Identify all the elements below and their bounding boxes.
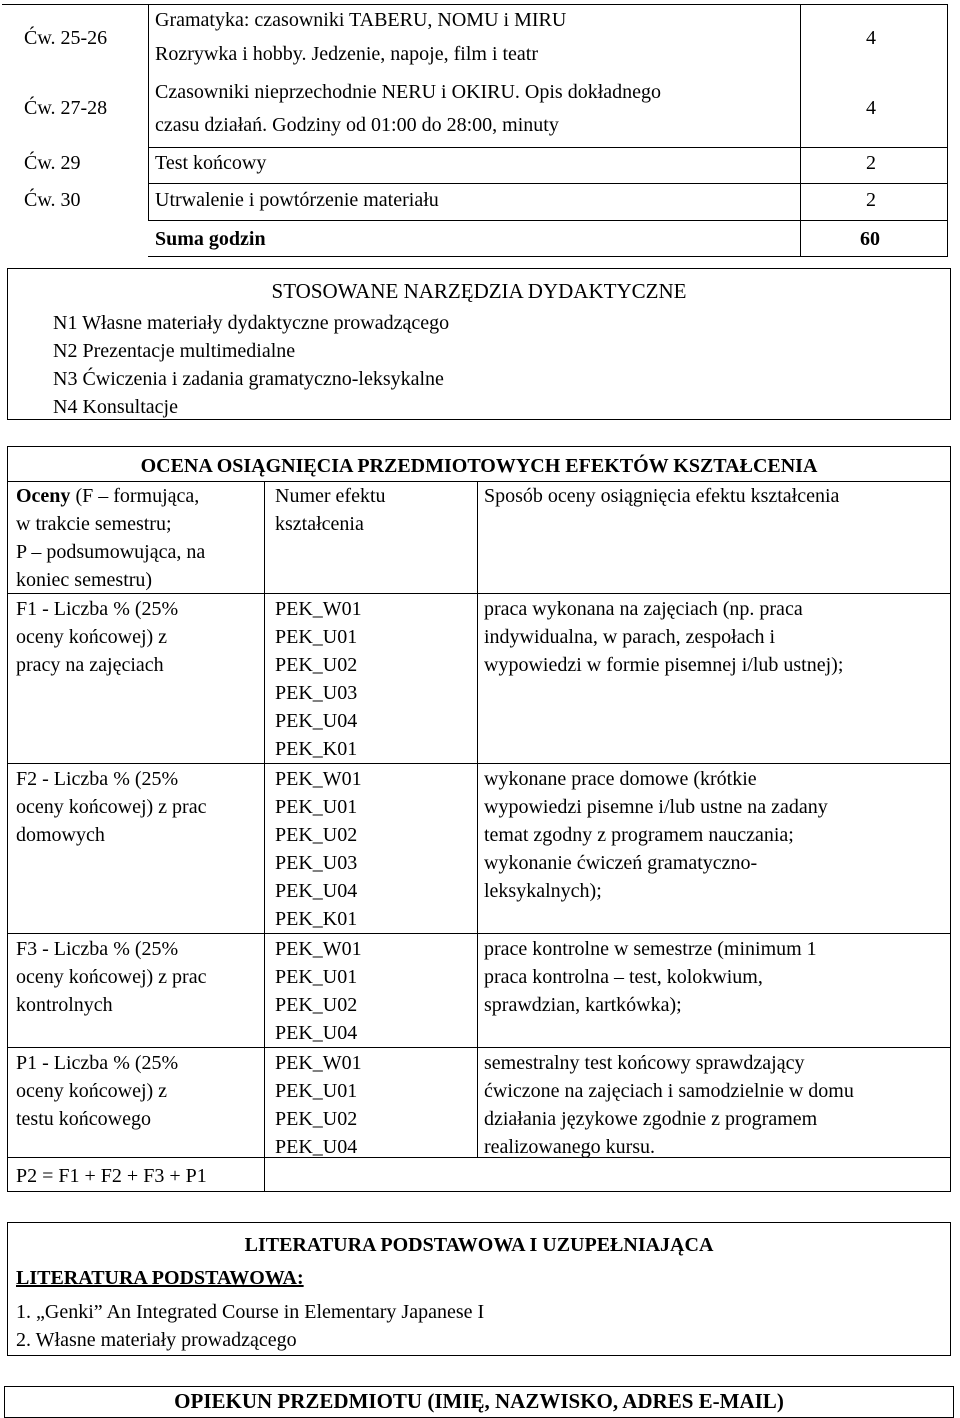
tool-item: N2 Prezentacje multimedialne: [53, 340, 296, 362]
basic-literature-subheading: LITERATURA PODSTAWOWA:: [16, 1267, 304, 1289]
schedule-row-hours: 2: [866, 152, 876, 174]
schedule-row-hours: 2: [866, 189, 876, 211]
table-border: [264, 481, 265, 1191]
grades-header-bold: Oceny: [16, 485, 71, 507]
schedule-row-topic: Gramatyka: czasowniki TABERU, NOMU i MIRU: [155, 9, 567, 31]
grade-cell: F2 - Liczba % (25% oceny końcowej) z prac domowych: [16, 768, 207, 846]
grade-cell: F1 - Liczba % (25% oceny końcowej) z pracy na zajęciach: [16, 598, 179, 676]
method-cell: semestralny test końcowy sprawdzający ćwiczone na zajęciach i samodzielnie w domu działania językowe zgodnie z programem realizowanego kursu.: [484, 1052, 854, 1158]
schedule-row-label: Ćw. 29: [24, 152, 81, 174]
table-border: [148, 220, 948, 221]
assessment-table: [7, 446, 951, 1192]
literature-box: [7, 1222, 951, 1356]
effects-cell: PEK_W01 PEK_U01 PEK_U02 PEK_U03 PEK_U04 PEK_K01: [275, 768, 362, 930]
schedule-row-hours: 4: [866, 97, 876, 119]
tool-item: N1 Własne materiały dydaktyczne prowadzącego: [53, 312, 450, 334]
grade-cell: F3 - Liczba % (25% oceny końcowej) z prac kontrolnych: [16, 938, 207, 1016]
table-border: [947, 4, 948, 256]
total-hours-value: 60: [860, 228, 880, 250]
effect-number-header: Numer efektu kształcenia: [275, 485, 386, 535]
table-border: [2, 4, 148, 5]
assessment-heading: OCENA OSIĄGNIĘCIA PRZEDMIOTOWYCH EFEKTÓW KSZTAŁCENIA: [140, 455, 818, 477]
table-border: [8, 1047, 950, 1048]
grades-column-header: [16, 482, 199, 510]
supervisor-heading: OPIEKUN PRZEDMIOTU (IMIĘ, NAZWISKO, ADRES E-MAIL): [174, 1389, 784, 1413]
table-border: [148, 147, 948, 148]
teaching-tools-box: [7, 268, 951, 420]
tool-item: N4 Konsultacje: [53, 396, 178, 418]
table-border: [148, 256, 948, 257]
grades-header-line: w trakcie semestru;: [16, 513, 172, 535]
schedule-row-topic: Test końcowy: [155, 152, 267, 174]
schedule-row-label: Ćw. 25-26: [24, 27, 108, 49]
effects-cell: PEK_W01 PEK_U01 PEK_U02 PEK_U04: [275, 938, 362, 1044]
final-grade-formula: P2 = F1 + F2 + F3 + P1: [16, 1165, 207, 1187]
grades-header-text: (F – formująca,: [70, 485, 200, 507]
grade-cell: P1 - Liczba % (25% oceny końcowej) z testu końcowego: [16, 1052, 179, 1130]
literature-item: 2. Własne materiały prowadzącego: [16, 1329, 297, 1351]
schedule-row-topic: Utrwalenie i powtórzenie materiału: [155, 189, 439, 211]
literature-heading: LITERATURA PODSTAWOWA I UZUPEŁNIAJĄCA: [244, 1234, 714, 1256]
schedule-row-label: Ćw. 27-28: [24, 97, 108, 119]
method-cell: praca wykonana na zajęciach (np. praca indywidualna, w parach, zespołach i wypowiedzi w formie pisemnej i/lub ustnej);: [484, 598, 844, 676]
table-border: [148, 4, 149, 220]
schedule-row-hours: 4: [866, 27, 876, 49]
method-cell: prace kontrolne w semestrze (minimum 1 praca kontrolna – test, kolokwium, sprawdzian, kartkówka);: [484, 938, 817, 1016]
literature-item: 1. „Genki” An Integrated Course in Elementary Japanese I: [16, 1301, 485, 1323]
schedule-row-label: Ćw. 30: [24, 189, 81, 211]
table-border: [148, 4, 948, 5]
table-border: [148, 183, 948, 184]
table-border: [800, 4, 801, 256]
schedule-row-topic: czasu działań. Godziny od 01:00 do 28:00, minuty: [155, 114, 559, 136]
effects-cell: PEK_W01 PEK_U01 PEK_U02 PEK_U04: [275, 1052, 362, 1158]
supervisor-box: [4, 1386, 954, 1418]
table-border: [477, 481, 478, 1157]
assessment-method-header: Sposób oceny osiągnięcia efektu kształcenia: [484, 485, 840, 507]
schedule-row-topic: Czasowniki nieprzechodnie NERU i OKIRU. Opis dokładnego: [155, 81, 662, 103]
grades-header-line: koniec semestru): [16, 569, 153, 591]
method-cell: wykonane prace domowe (krótkie wypowiedzi pisemne i/lub ustne na zadany temat zgodny z programem nauczania; wykonanie ćwiczeń gramatyczno- leksykalnych);: [484, 768, 828, 902]
grades-header-line: P – podsumowująca, na: [16, 541, 206, 563]
tool-item: N3 Ćwiczenia i zadania gramatyczno-leksykalne: [53, 368, 444, 390]
table-border: [8, 933, 950, 934]
effects-cell: PEK_W01 PEK_U01 PEK_U02 PEK_U03 PEK_U04 PEK_K01: [275, 598, 362, 760]
table-border: [8, 763, 950, 764]
teaching-tools-heading: STOSOWANE NARZĘDZIA DYDAKTYCZNE: [271, 279, 687, 303]
schedule-row-topic: Rozrywka i hobby. Jedzenie, napoje, film i teatr: [155, 43, 539, 65]
total-hours-label: Suma godzin: [155, 228, 266, 250]
